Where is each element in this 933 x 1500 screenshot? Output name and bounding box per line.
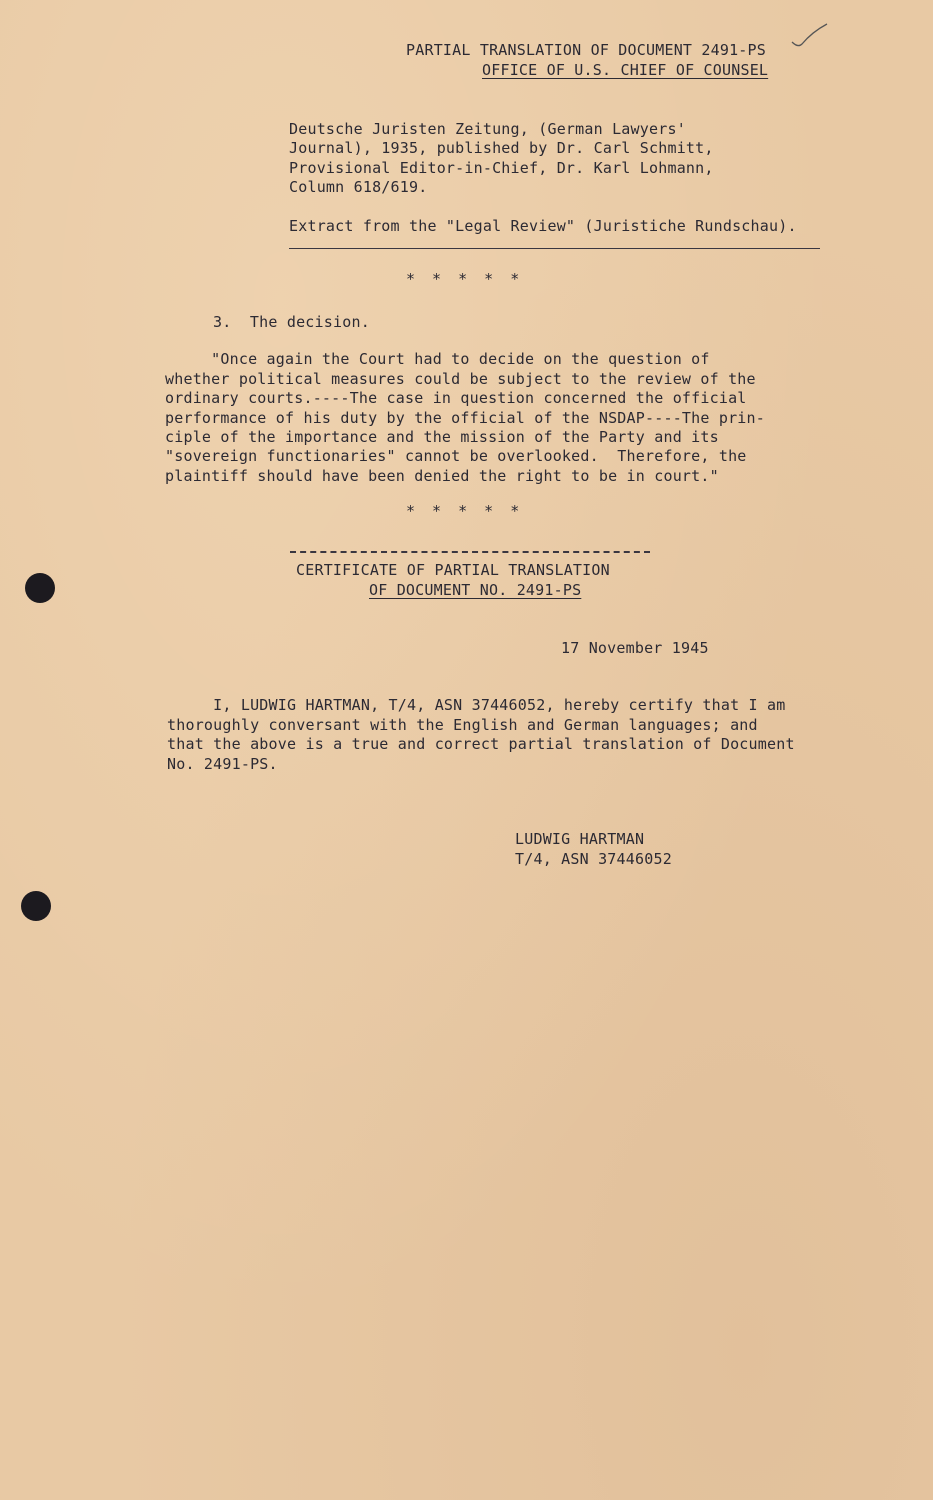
- certificate-subtitle: OF DOCUMENT NO. 2491-PS: [369, 581, 582, 599]
- header-office: OFFICE OF U.S. CHIEF OF COUNSEL: [482, 61, 769, 79]
- certificate-body-2: thoroughly conversant with the English and German languages; and: [167, 716, 758, 734]
- certificate-body-4: No. 2491-PS.: [167, 755, 278, 773]
- header-title: PARTIAL TRANSLATION OF DOCUMENT 2491-PS: [406, 41, 766, 59]
- separator-top: * * * * *: [406, 270, 524, 288]
- certificate-title: CERTIFICATE OF PARTIAL TRANSLATION: [296, 561, 610, 579]
- certificate-dash-rule: [290, 551, 650, 553]
- quote-line-2: whether political measures could be subject to the review of the: [165, 370, 756, 388]
- section-heading: 3. The decision.: [213, 313, 370, 331]
- quote-line-1: "Once again the Court had to decide on the question of: [165, 350, 710, 368]
- quote-line-5: ciple of the importance and the mission of the Party and its: [165, 428, 719, 446]
- separator-bottom: * * * * *: [406, 502, 524, 520]
- source-line-4: Column 618/619.: [289, 178, 428, 196]
- source-line-2: Journal), 1935, published by Dr. Carl Schmitt,: [289, 139, 714, 157]
- extract-rule: [289, 248, 820, 249]
- certificate-body-3: that the above is a true and correct partial translation of Document: [167, 735, 795, 753]
- quote-line-6: "sovereign functionaries" cannot be overlooked. Therefore, the: [165, 447, 747, 465]
- quote-line-3: ordinary courts.----The case in question concerned the official: [165, 389, 747, 407]
- quote-line-7: plaintiff should have been denied the right to be in court.": [165, 467, 719, 485]
- certificate-body-1: I, LUDWIG HARTMAN, T/4, ASN 37446052, hereby certify that I am: [167, 696, 786, 714]
- quote-line-4: performance of his duty by the official of the NSDAP----The prin-: [165, 409, 765, 427]
- punch-hole-lower: [21, 891, 51, 921]
- source-line-3: Provisional Editor-in-Chief, Dr. Karl Lohmann,: [289, 159, 714, 177]
- extract-line: Extract from the "Legal Review" (Juristiche Rundschau).: [289, 217, 797, 235]
- certificate-date: 17 November 1945: [561, 639, 709, 657]
- signature-name: LUDWIG HARTMAN: [515, 830, 645, 848]
- handwritten-check-mark: [790, 22, 830, 50]
- source-line-1: Deutsche Juristen Zeitung, (German Lawyers': [289, 120, 686, 138]
- punch-hole-upper: [25, 573, 55, 603]
- signature-rank: T/4, ASN 37446052: [515, 850, 672, 868]
